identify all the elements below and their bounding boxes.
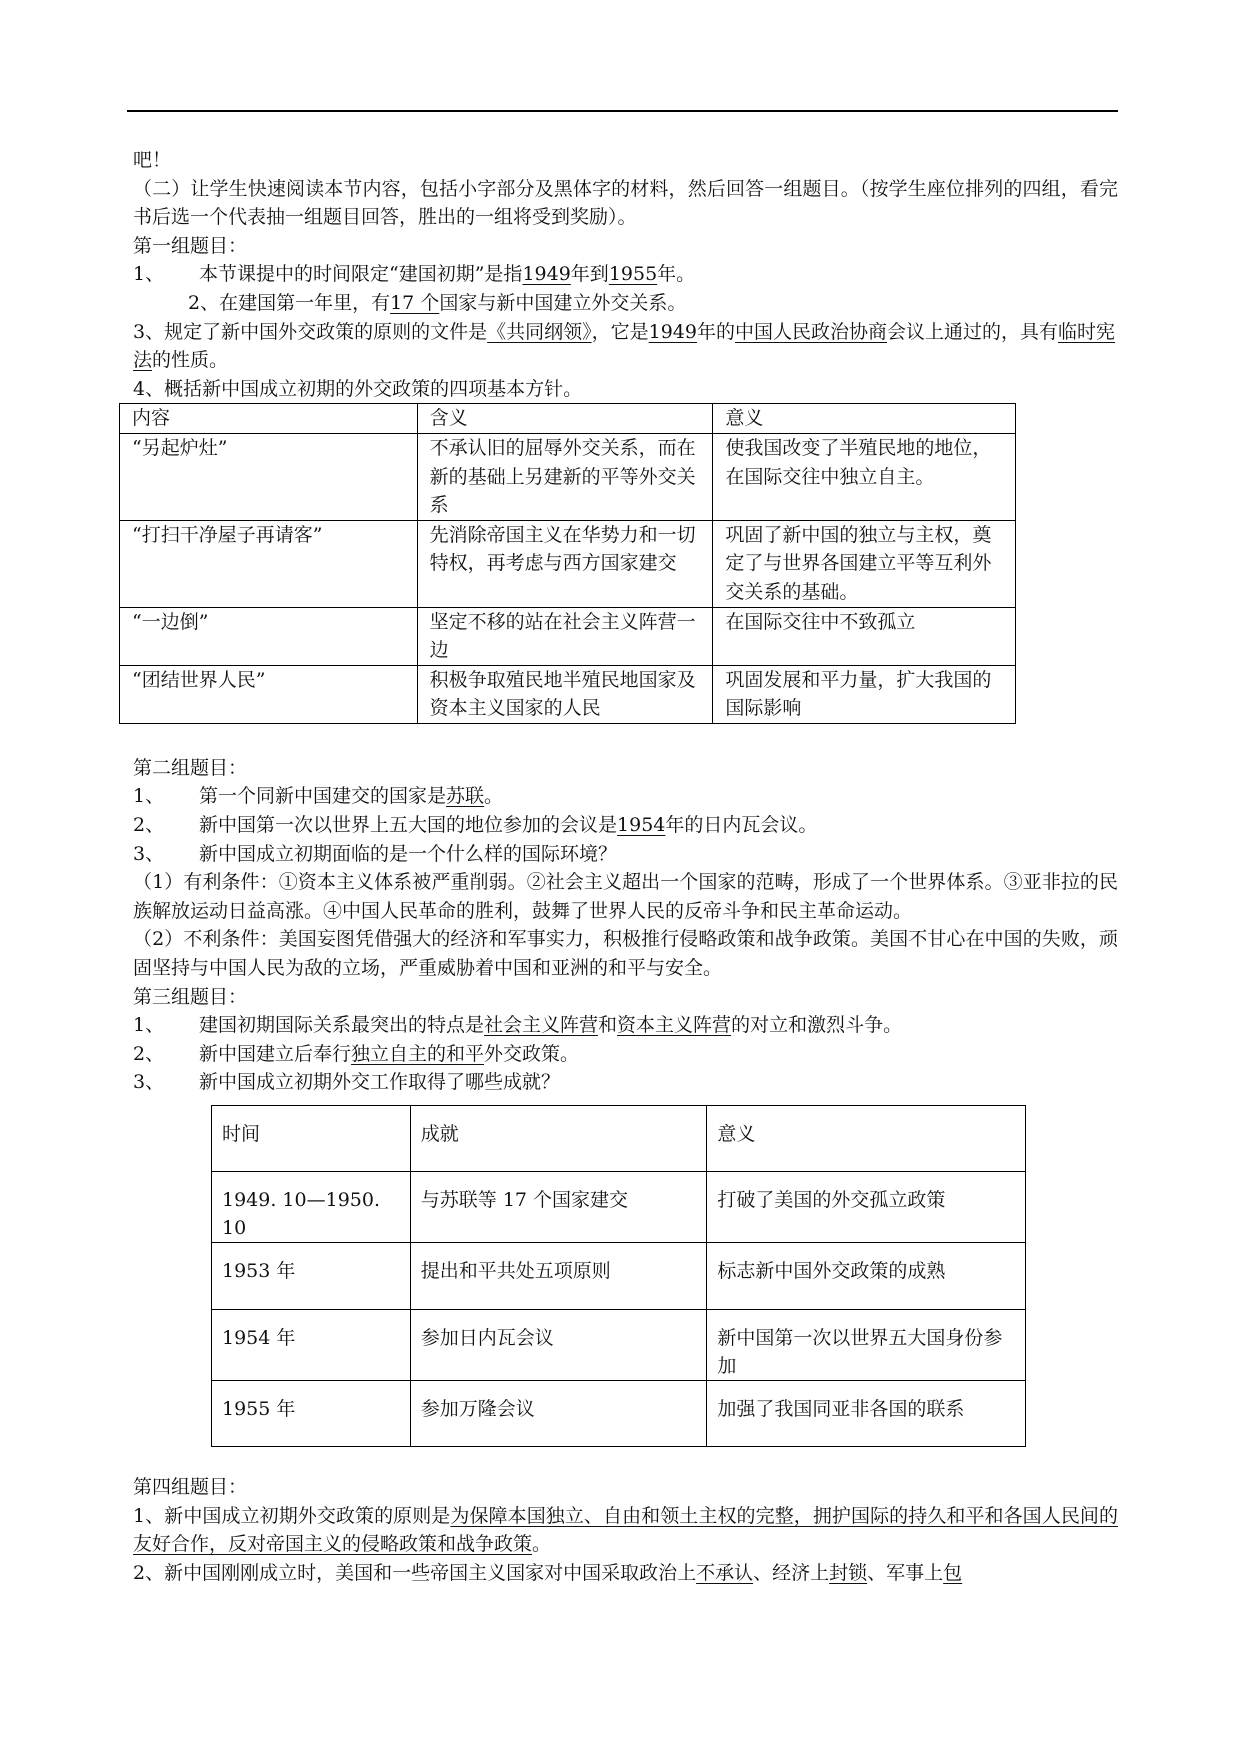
g3-q3: 3、 新中国成立初期外交工作取得了哪些成就？ bbox=[133, 1071, 561, 1094]
group1-title: 第一组题目： bbox=[133, 234, 248, 257]
table-row bbox=[212, 1381, 1026, 1447]
table-cell: 使我国改变了半殖民地的地位，在国际交往中独立自主。 bbox=[713, 433, 1016, 520]
group2-title: 第二组题目： bbox=[133, 756, 248, 779]
answer-blank: 临时宪法 bbox=[133, 320, 1116, 372]
table-cell: “团结世界人民” bbox=[120, 665, 418, 723]
answer-blank: 资本主义阵营 bbox=[617, 1014, 732, 1037]
g3-q1: 1、 建国初期国际关系最突出的特点是社会主义阵营和资本主义阵营的对立和激烈斗争。 bbox=[133, 1014, 903, 1037]
achievements-table bbox=[211, 1105, 1026, 1447]
table-cell: 1955 年 bbox=[212, 1381, 411, 1447]
table-row bbox=[212, 1243, 1026, 1310]
policy-table bbox=[119, 403, 1016, 724]
table-cell: 积极争取殖民地半殖民地国家及资本主义国家的人民 bbox=[417, 665, 713, 723]
table-row bbox=[120, 433, 1016, 520]
g2-unfavorable: （2）不利条件：美国妄图凭借强大的经济和军事实力，积极推行侵略政策和战争政策。美国不甘心在中国的失败，顽固坚持与中国人民为敌的立场，严重威胁着中国和亚洲的和平与安全。 bbox=[133, 928, 1118, 980]
table-cell: “另起炉灶” bbox=[120, 433, 418, 520]
answer-blank: 独立自主的和平 bbox=[351, 1042, 485, 1065]
g2-q1: 1、 第一个同新中国建交的国家是苏联。 bbox=[133, 785, 504, 808]
table-header-cell: 时间 bbox=[212, 1106, 411, 1172]
answer-blank: 1949 bbox=[522, 263, 571, 286]
answer-blank: 1955 bbox=[608, 263, 658, 286]
table-cell: 1953 年 bbox=[212, 1243, 411, 1310]
table-header-cell: 内容 bbox=[120, 404, 418, 434]
table-cell: 标志新中国外交政策的成熟 bbox=[707, 1243, 1026, 1310]
table-row bbox=[120, 665, 1016, 723]
table-cell: 与苏联等 17 个国家建交 bbox=[410, 1172, 707, 1243]
table-cell: 加强了我国同亚非各国的联系 bbox=[707, 1381, 1026, 1447]
g3-q2: 2、 新中国建立后奉行独立自主的和平外交政策。 bbox=[133, 1042, 580, 1065]
table-cell: 1954 年 bbox=[212, 1310, 411, 1381]
answer-blank: 为保障本国独立、自由和领土主权的完整，拥护国际的持久和平和各国人民间的友好合作，反对帝国主义的侵略政策和战争政策 bbox=[133, 1504, 1118, 1556]
table-header-cell: 意义 bbox=[707, 1106, 1026, 1172]
g2-q3: 3、 新中国成立初期面临的是一个什么样的国际环境？ bbox=[133, 842, 618, 865]
answer-blank: 1949 bbox=[648, 320, 697, 343]
answer-blank: 《共同纲领》 bbox=[487, 320, 592, 343]
answer-blank: 苏联 bbox=[446, 785, 485, 808]
document-body bbox=[133, 146, 1118, 1587]
answer-blank: 封锁 bbox=[829, 1561, 868, 1584]
table-cell: 巩固发展和平力量，扩大我国的国际影响 bbox=[713, 665, 1016, 723]
table-cell: 打破了美国的外交孤立政策 bbox=[707, 1172, 1026, 1243]
g1-q1: 1、 本节课提中的时间限定“建国初期”是指1949年到1955年。 bbox=[133, 260, 1118, 289]
group4-title: 第四组题目： bbox=[133, 1476, 248, 1498]
g4-q2: 2、新中国刚刚成立时，美国和一些帝国主义国家对中国采取政治上不承认、经济上封锁、军事上包 bbox=[133, 1561, 963, 1584]
table-header-row bbox=[212, 1106, 1026, 1172]
table-cell: 巩固了新中国的独立与主权，奠定了与世界各国建立平等互利外交关系的基础。 bbox=[713, 520, 1016, 607]
intro-paragraph: （二）让学生快速阅读本节内容，包括小字部分及黑体字的材料，然后回答一组题目。（按学生座位排列的四组，看完书后选一个代表抽一组题目回答，胜出的一组将受到奖励）。 bbox=[133, 177, 1118, 229]
g2-favorable: （1）有利条件：①资本主义体系被严重削弱。②社会主义超出一个国家的范畴，形成了一个世界体系。③亚非拉的民族解放运动日益高涨。④中国人民革命的胜利，鼓舞了世界人民的反帝斗争和民主革命运动。 bbox=[133, 871, 1118, 922]
table-cell: 参加万隆会议 bbox=[410, 1381, 707, 1447]
g1-q4: 4、概括新中国成立初期的外交政策的四项基本方针。 bbox=[133, 377, 583, 400]
header-rule bbox=[127, 110, 1118, 112]
table-cell: “打扫干净屋子再请客” bbox=[120, 520, 418, 607]
answer-blank: 社会主义阵营 bbox=[484, 1014, 599, 1037]
table-cell: 在国际交往中不致孤立 bbox=[713, 607, 1016, 665]
table-cell: 坚定不移的站在社会主义阵营一边 bbox=[417, 607, 713, 665]
answer-blank: 1954 bbox=[617, 814, 666, 837]
g1-q2: 2、在建国第一年里，有17 个国家与新中国建立外交关系。 bbox=[188, 291, 687, 314]
table-header-cell: 成就 bbox=[410, 1106, 707, 1172]
table-cell: 先消除帝国主义在华势力和一切特权，再考虑与西方国家建交 bbox=[417, 520, 713, 607]
group3-title: 第三组题目： bbox=[133, 985, 248, 1008]
table-cell: 参加日内瓦会议 bbox=[410, 1310, 707, 1381]
table-cell: 不承认旧的屈辱外交关系，而在新的基础上另建新的平等外交关系 bbox=[417, 433, 713, 520]
g1-q1-num: 1、 bbox=[133, 263, 165, 286]
table-cell: “一边倒” bbox=[120, 607, 418, 665]
table-row bbox=[120, 520, 1016, 607]
intro-line: 吧！ bbox=[133, 149, 172, 171]
table-cell: 1949. 10—1950. 10 bbox=[212, 1172, 411, 1243]
g2-q2: 2、 新中国第一次以世界上五大国的地位参加的会议是1954年的日内瓦会议。 bbox=[133, 814, 818, 837]
table-row bbox=[212, 1310, 1026, 1381]
answer-blank: 17 个 bbox=[390, 291, 440, 314]
table-header-cell: 含义 bbox=[417, 404, 713, 434]
answer-blank: 包 bbox=[943, 1561, 963, 1584]
table-header-cell: 意义 bbox=[713, 404, 1016, 434]
table-header-row bbox=[120, 404, 1016, 434]
answer-blank: 中国人民政治协商 bbox=[735, 320, 888, 343]
table-row bbox=[120, 607, 1016, 665]
table-cell: 提出和平共处五项原则 bbox=[410, 1243, 707, 1310]
g4-q1: 1、新中国成立初期外交政策的原则是为保障本国独立、自由和领土主权的完整，拥护国际的持久和平和各国人民间的友好合作，反对帝国主义的侵略政策和战争政策。 bbox=[133, 1504, 1118, 1556]
g1-q3: 3、规定了新中国外交政策的原则的文件是《共同纲领》，它是1949年的中国人民政治协商会议上通过的，具有临时宪法的性质。 bbox=[133, 320, 1116, 372]
table-cell: 新中国第一次以世界五大国身份参加 bbox=[707, 1310, 1026, 1381]
table-row bbox=[212, 1172, 1026, 1243]
answer-blank: 不承认 bbox=[696, 1561, 754, 1584]
